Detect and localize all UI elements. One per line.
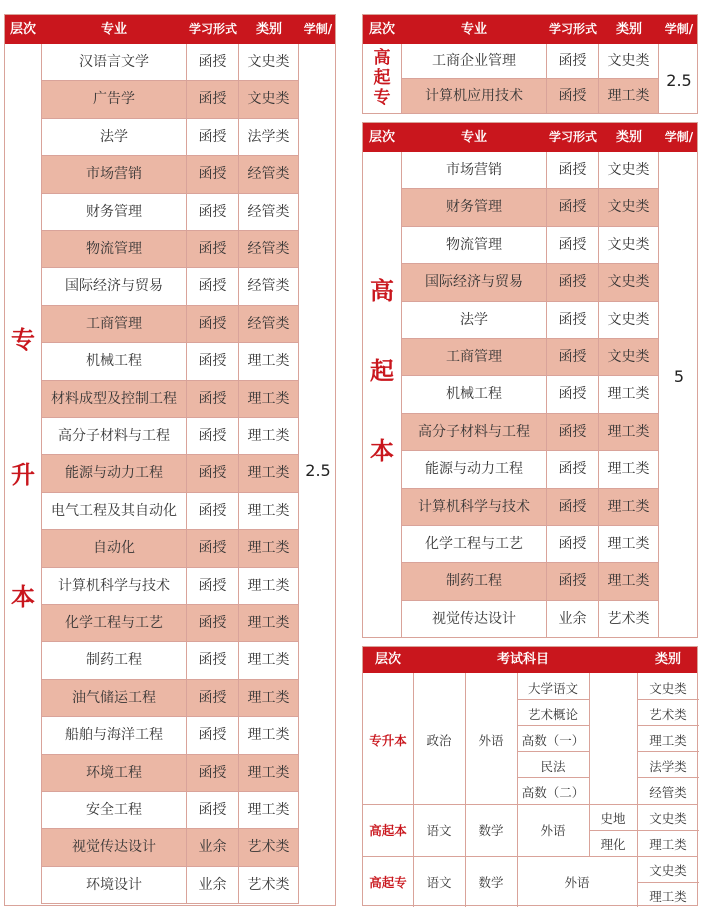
form-cell: 函授 <box>187 81 239 118</box>
form-cell: 函授 <box>187 418 239 455</box>
form-cell: 函授 <box>187 755 239 792</box>
exam-subject: 理化 <box>600 837 626 852</box>
divider <box>637 751 699 752</box>
divider <box>517 751 589 752</box>
table-row <box>363 189 697 226</box>
table-row <box>5 717 335 754</box>
exam-category: 文史类 <box>649 863 687 878</box>
category-cell: 理工类 <box>239 642 299 679</box>
category-cell: 理工类 <box>599 489 659 526</box>
form-cell: 函授 <box>547 376 599 413</box>
table-row <box>5 493 335 530</box>
header-level: 层次 <box>368 130 395 145</box>
table-row <box>5 680 335 717</box>
exam-foreign: 外语 <box>564 875 590 890</box>
exam-math: 数学 <box>478 875 504 890</box>
form-cell: 函授 <box>187 605 239 642</box>
form-cell: 函授 <box>187 194 239 231</box>
major-cell: 高分子材料与工程 <box>401 414 547 451</box>
major-cell: 自动化 <box>41 530 187 567</box>
exam-category: 经管类 <box>649 785 687 800</box>
form-cell: 函授 <box>187 343 239 380</box>
major-cell: 财务管理 <box>41 194 187 231</box>
major-cell: 安全工程 <box>41 792 187 829</box>
category-cell: 文史类 <box>239 44 299 81</box>
exam-subject: 艺术概论 <box>527 707 578 722</box>
left-level-char-3: 本 <box>11 582 35 611</box>
table-row <box>363 264 697 301</box>
divider <box>465 673 466 907</box>
left-duration: 2.5 <box>305 461 331 480</box>
category-cell: 艺术类 <box>239 829 299 866</box>
exam-foreign: 外语 <box>478 733 504 748</box>
major-cell: 能源与动力工程 <box>41 455 187 492</box>
exam-category: 文史类 <box>649 681 687 696</box>
major-cell: 机械工程 <box>401 376 547 413</box>
category-cell: 经管类 <box>239 156 299 193</box>
mr-level-char-1: 高 <box>370 276 394 305</box>
table-row <box>5 605 335 642</box>
form-cell: 函授 <box>547 563 599 600</box>
table-row <box>5 829 335 866</box>
major-cell: 电气工程及其自动化 <box>41 493 187 530</box>
category-cell: 理工类 <box>239 493 299 530</box>
table-row <box>5 156 335 193</box>
major-cell: 汉语言文学 <box>41 44 187 81</box>
form-cell: 函授 <box>187 717 239 754</box>
form-cell: 函授 <box>187 231 239 268</box>
major-cell: 工商管理 <box>41 306 187 343</box>
header-form: 学习形式 <box>548 130 597 144</box>
category-cell: 理工类 <box>239 568 299 605</box>
left-level-char-2: 升 <box>11 460 35 489</box>
major-cell: 能源与动力工程 <box>401 451 547 488</box>
table-row <box>363 152 697 189</box>
major-cell: 机械工程 <box>41 343 187 380</box>
header-years: 学制/年 <box>664 130 694 173</box>
major-cell: 材料成型及控制工程 <box>41 381 187 418</box>
major-cell: 计算机应用技术 <box>401 79 547 114</box>
table-row <box>363 79 697 114</box>
header-form: 学习形式 <box>188 22 237 36</box>
table-row <box>5 867 335 904</box>
category-cell: 文史类 <box>599 227 659 264</box>
form-cell: 函授 <box>547 526 599 563</box>
form-cell: 函授 <box>187 792 239 829</box>
top-right-table <box>362 14 698 114</box>
mr-level-char-2: 起 <box>370 356 394 385</box>
category-cell: 文史类 <box>599 189 659 226</box>
table-row <box>5 455 335 492</box>
major-cell: 环境设计 <box>41 867 187 904</box>
exam-header-level: 层次 <box>374 652 401 667</box>
exam-category: 理工类 <box>649 733 687 748</box>
category-cell: 理工类 <box>239 418 299 455</box>
major-cell: 广告学 <box>41 81 187 118</box>
form-cell: 函授 <box>547 79 599 114</box>
divider <box>637 830 699 831</box>
major-cell: 市场营销 <box>41 156 187 193</box>
table-row <box>5 81 335 118</box>
major-cell: 计算机科学与技术 <box>401 489 547 526</box>
major-cell: 高分子材料与工程 <box>41 418 187 455</box>
header-years: 学制/年 <box>664 22 694 65</box>
exam-category: 艺术类 <box>649 707 687 722</box>
major-cell: 市场营销 <box>401 152 547 189</box>
category-cell: 经管类 <box>239 194 299 231</box>
form-cell: 业余 <box>547 601 599 638</box>
header-years: 学制/年 <box>303 22 333 65</box>
table-row <box>5 792 335 829</box>
category-cell: 经管类 <box>239 268 299 305</box>
table-row <box>5 568 335 605</box>
divider <box>413 673 414 907</box>
form-cell: 函授 <box>547 339 599 376</box>
form-cell: 函授 <box>187 568 239 605</box>
table-row <box>5 119 335 156</box>
table-row <box>363 451 697 488</box>
form-cell: 函授 <box>187 455 239 492</box>
category-cell: 文史类 <box>239 81 299 118</box>
major-cell: 工商企业管理 <box>401 44 547 79</box>
category-cell: 文史类 <box>599 44 659 79</box>
category-cell: 理工类 <box>599 376 659 413</box>
exam-politics: 政治 <box>426 733 452 748</box>
tr-duration: 2.5 <box>666 71 692 90</box>
form-cell: 函授 <box>187 268 239 305</box>
table-row <box>363 339 697 376</box>
table-row <box>363 526 697 563</box>
exam-header-subjects: 考试科目 <box>496 652 549 667</box>
table-row <box>5 642 335 679</box>
exam-foreign: 外语 <box>540 823 566 838</box>
major-cell: 视觉传达设计 <box>401 601 547 638</box>
exam-level-zsb: 专升本 <box>369 733 407 748</box>
category-cell: 理工类 <box>239 343 299 380</box>
exam-category: 文史类 <box>649 811 687 826</box>
table-row <box>5 268 335 305</box>
form-cell: 函授 <box>547 152 599 189</box>
exam-subject: 民法 <box>540 759 566 774</box>
category-cell: 文史类 <box>599 339 659 376</box>
header-form: 学习形式 <box>548 22 597 36</box>
form-cell: 函授 <box>547 189 599 226</box>
category-cell: 理工类 <box>239 381 299 418</box>
major-cell: 物流管理 <box>401 227 547 264</box>
form-cell: 函授 <box>547 264 599 301</box>
header-major: 专业 <box>100 22 127 37</box>
table-row <box>363 302 697 339</box>
table-row <box>363 489 697 526</box>
divider <box>589 830 637 831</box>
major-cell: 油气储运工程 <box>41 680 187 717</box>
exam-subject: 史地 <box>600 811 626 826</box>
form-cell: 业余 <box>187 867 239 904</box>
major-cell: 视觉传达设计 <box>41 829 187 866</box>
exam-table <box>362 646 698 906</box>
form-cell: 函授 <box>547 44 599 79</box>
exam-subject: 高数（一） <box>521 733 585 748</box>
category-cell: 理工类 <box>239 755 299 792</box>
category-cell: 理工类 <box>599 563 659 600</box>
form-cell: 函授 <box>187 530 239 567</box>
major-cell: 工商管理 <box>401 339 547 376</box>
form-cell: 函授 <box>187 381 239 418</box>
exam-chinese: 语文 <box>426 823 452 838</box>
table-row <box>363 227 697 264</box>
header-level: 层次 <box>368 22 395 37</box>
category-cell: 理工类 <box>239 530 299 567</box>
major-cell: 计算机科学与技术 <box>41 568 187 605</box>
divider <box>517 777 589 778</box>
category-cell: 理工类 <box>239 605 299 642</box>
form-cell: 函授 <box>547 302 599 339</box>
major-cell: 制药工程 <box>41 642 187 679</box>
form-cell: 函授 <box>187 642 239 679</box>
table-row <box>5 231 335 268</box>
exam-subject: 高数（二） <box>521 785 585 800</box>
category-cell: 理工类 <box>599 526 659 563</box>
divider <box>517 699 589 700</box>
divider <box>637 725 699 726</box>
tr-level: 高 起 专 <box>373 48 391 108</box>
table-row <box>363 563 697 600</box>
exam-category: 理工类 <box>649 889 687 904</box>
table-row <box>5 306 335 343</box>
mr-level-char-3: 本 <box>370 436 394 465</box>
divider <box>637 882 699 883</box>
exam-chinese: 语文 <box>426 875 452 890</box>
table-row <box>363 44 697 79</box>
major-cell: 物流管理 <box>41 231 187 268</box>
exam-level-gqz: 高起专 <box>369 875 407 890</box>
exam-math: 数学 <box>478 823 504 838</box>
table-row <box>5 194 335 231</box>
category-cell: 理工类 <box>239 792 299 829</box>
category-cell: 理工类 <box>239 680 299 717</box>
exam-table-header <box>363 647 697 673</box>
category-cell: 法学类 <box>239 119 299 156</box>
header-category: 类别 <box>615 22 642 37</box>
category-cell: 理工类 <box>599 414 659 451</box>
table-row <box>5 418 335 455</box>
table-row <box>5 343 335 380</box>
form-cell: 函授 <box>187 44 239 81</box>
form-cell: 函授 <box>187 156 239 193</box>
major-cell: 国际经济与贸易 <box>41 268 187 305</box>
category-cell: 文史类 <box>599 152 659 189</box>
left-level-char-1: 专 <box>11 325 35 354</box>
mr-duration: 5 <box>673 367 685 386</box>
category-cell: 文史类 <box>599 264 659 301</box>
major-cell: 环境工程 <box>41 755 187 792</box>
divider <box>637 777 699 778</box>
divider <box>589 673 590 856</box>
table-row <box>5 530 335 567</box>
form-cell: 函授 <box>547 227 599 264</box>
table-row <box>363 601 697 638</box>
major-cell: 化学工程与工艺 <box>41 605 187 642</box>
table-row <box>5 381 335 418</box>
category-cell: 艺术类 <box>599 601 659 638</box>
header-category: 类别 <box>615 130 642 145</box>
category-cell: 理工类 <box>599 79 659 114</box>
category-cell: 文史类 <box>599 302 659 339</box>
category-cell: 经管类 <box>239 231 299 268</box>
table-row <box>5 755 335 792</box>
table-row <box>5 44 335 81</box>
category-cell: 理工类 <box>239 717 299 754</box>
exam-subject: 大学语文 <box>527 681 578 696</box>
table-row <box>363 414 697 451</box>
major-cell: 船舶与海洋工程 <box>41 717 187 754</box>
major-cell: 法学 <box>41 119 187 156</box>
header-major: 专业 <box>460 130 487 145</box>
left-table <box>4 14 336 906</box>
exam-header-category: 类别 <box>654 652 681 667</box>
major-cell: 国际经济与贸易 <box>401 264 547 301</box>
category-cell: 理工类 <box>599 451 659 488</box>
header-category: 类别 <box>255 22 282 37</box>
category-cell: 理工类 <box>239 455 299 492</box>
exam-level-gqb: 高起本 <box>369 823 407 838</box>
form-cell: 函授 <box>547 489 599 526</box>
exam-category: 法学类 <box>649 759 687 774</box>
header-level: 层次 <box>9 22 36 37</box>
exam-category: 理工类 <box>649 837 687 852</box>
form-cell: 业余 <box>187 829 239 866</box>
category-cell: 艺术类 <box>239 867 299 904</box>
table-row <box>363 376 697 413</box>
form-cell: 函授 <box>187 306 239 343</box>
divider <box>637 699 699 700</box>
major-cell: 化学工程与工艺 <box>401 526 547 563</box>
category-cell: 经管类 <box>239 306 299 343</box>
major-cell: 财务管理 <box>401 189 547 226</box>
form-cell: 函授 <box>187 680 239 717</box>
major-cell: 法学 <box>401 302 547 339</box>
form-cell: 函授 <box>547 451 599 488</box>
header-major: 专业 <box>460 22 487 37</box>
mid-right-table <box>362 122 698 638</box>
form-cell: 函授 <box>187 493 239 530</box>
divider <box>517 725 589 726</box>
major-cell: 制药工程 <box>401 563 547 600</box>
form-cell: 函授 <box>187 119 239 156</box>
form-cell: 函授 <box>547 414 599 451</box>
